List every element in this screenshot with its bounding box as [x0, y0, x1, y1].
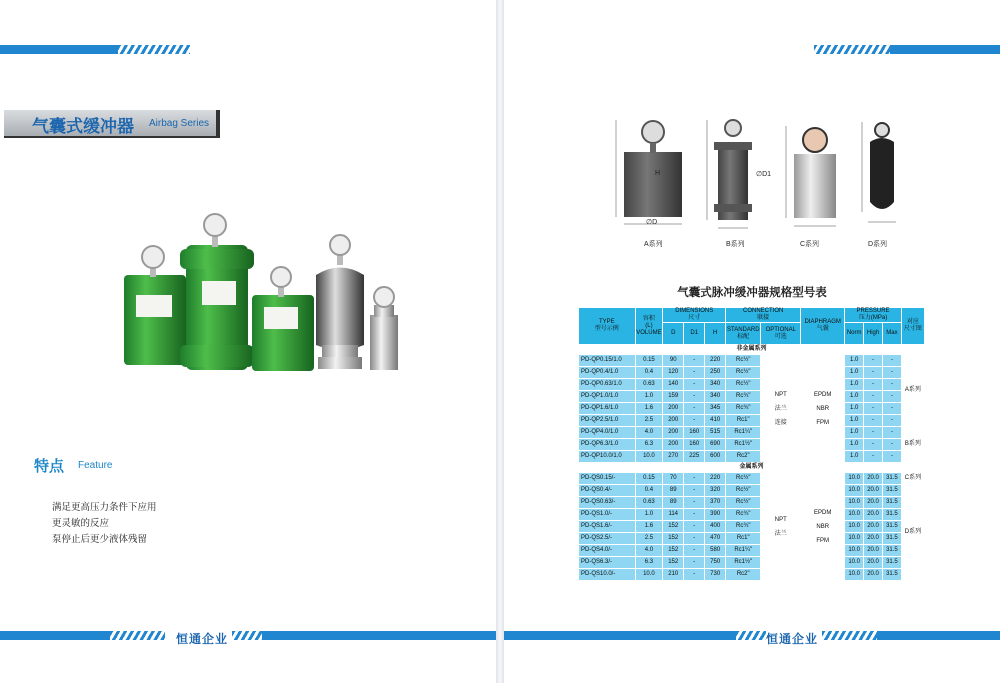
- right-page: [504, 0, 1000, 683]
- table-cell: 370: [705, 497, 726, 509]
- table-row: [579, 497, 925, 509]
- footer-left-bar-2: [262, 631, 496, 640]
- series-b-diagram: [707, 120, 752, 228]
- dim-label-d1: ∅D1: [756, 171, 772, 178]
- feature-heading-en: Feature: [78, 460, 113, 471]
- table-row: [579, 473, 925, 485]
- table-cell: 750: [705, 557, 726, 569]
- table-row: [579, 367, 925, 379]
- top-left-bar: [0, 45, 118, 54]
- table-cell: PD-QP0.15/1.0: [579, 355, 636, 367]
- table-cell: 1.0: [845, 427, 864, 439]
- table-cell: Rc1": [726, 415, 761, 427]
- table-row: [579, 557, 925, 569]
- table-cell: 152: [663, 545, 684, 557]
- table-cell: 200: [663, 427, 684, 439]
- table-cell: 10.0: [635, 451, 663, 463]
- table-cell: 114: [663, 509, 684, 521]
- table-cell: 1.0: [845, 415, 864, 427]
- series-match: C系列: [901, 473, 924, 485]
- table-cell: -: [684, 533, 705, 545]
- table-cell: 410: [705, 415, 726, 427]
- table-cell: Rc½": [726, 473, 761, 485]
- table-cell: 1.6: [635, 403, 663, 415]
- table-row: [579, 451, 925, 463]
- table-cell: 345: [705, 403, 726, 415]
- table-cell: PD-QP0.4/1.0: [579, 367, 636, 379]
- table-cell: 152: [663, 533, 684, 545]
- feature-list: [52, 500, 157, 548]
- table-cell: -: [864, 367, 883, 379]
- table-cell: 220: [705, 473, 726, 485]
- table-cell: 1.0: [845, 403, 864, 415]
- table-cell: 0.63: [635, 497, 663, 509]
- th-pressure: PRESSURE 压力(MPa): [845, 308, 902, 323]
- th-type: TYPE 型号示例: [579, 308, 636, 345]
- table-cell: 200: [663, 403, 684, 415]
- table-cell: Rc¾": [726, 509, 761, 521]
- table-cell: -: [684, 557, 705, 569]
- table-cell: Rc1¼": [726, 427, 761, 439]
- table-cell: 600: [705, 451, 726, 463]
- section-nonmetal: 非金属系列: [579, 345, 925, 355]
- table-cell: PD-QS0.15/-: [579, 473, 636, 485]
- series-match: A系列: [901, 355, 924, 427]
- table-row: [579, 545, 925, 557]
- page-title: 气囊式缓冲器: [32, 117, 134, 137]
- table-row: [579, 391, 925, 403]
- table-row: [579, 485, 925, 497]
- table-cell: 250: [705, 367, 726, 379]
- table-cell: Rc½": [726, 355, 761, 367]
- table-cell: 89: [663, 485, 684, 497]
- table-cell: 2.5: [635, 533, 663, 545]
- table-cell: -: [882, 367, 901, 379]
- footer-left-bar: [0, 631, 110, 640]
- th-d1: D1: [684, 323, 705, 345]
- table-cell: PD-QS10.0/-: [579, 569, 636, 581]
- footer-right-stripe: [736, 631, 766, 640]
- table-cell: 160: [684, 427, 705, 439]
- table-cell: 390: [705, 509, 726, 521]
- page-subtitle: Airbag Series: [149, 118, 210, 129]
- table-cell: PD-QP1.6/1.0: [579, 403, 636, 415]
- table-cell: -: [864, 415, 883, 427]
- table-cell: 31.5: [882, 569, 901, 581]
- optional-connection: [761, 355, 801, 463]
- table-cell: 340: [705, 391, 726, 403]
- feature-heading: 特点: [34, 457, 65, 475]
- th-max: Max: [882, 323, 901, 345]
- table-cell: PD-QP2.5/1.0: [579, 415, 636, 427]
- table-cell: Rc2": [726, 451, 761, 463]
- table-cell: 340: [705, 379, 726, 391]
- table-cell: 160: [684, 439, 705, 451]
- table-cell: 225: [684, 451, 705, 463]
- table-cell: PD-QP10.0/1.0: [579, 451, 636, 463]
- title-banner: [4, 110, 220, 138]
- table-cell: 70: [663, 473, 684, 485]
- optional-connection: [761, 473, 801, 581]
- series-caption-b: B系列: [726, 241, 745, 248]
- footer-right-stripe-2: [822, 631, 877, 640]
- table-cell: -: [684, 415, 705, 427]
- table-row: [579, 509, 925, 521]
- table-cell: 1.0: [845, 439, 864, 451]
- optional-item: NPT: [774, 516, 787, 523]
- table-cell: PD-QS1.0/-: [579, 509, 636, 521]
- table-cell: -: [864, 451, 883, 463]
- table-cell: 20.0: [864, 485, 883, 497]
- footer-left-stripe: [110, 631, 165, 640]
- table-cell: -: [684, 521, 705, 533]
- series-c-diagram: [786, 126, 836, 226]
- section-metal: 金属系列: [579, 463, 925, 473]
- series-caption-d: D系列: [868, 241, 888, 248]
- th-match: 对应 尺寸图: [901, 308, 924, 345]
- table-cell: 31.5: [882, 521, 901, 533]
- table-cell: 320: [705, 485, 726, 497]
- table-cell: 31.5: [882, 545, 901, 557]
- table-cell: PD-QS6.3/-: [579, 557, 636, 569]
- table-cell: Rc2": [726, 569, 761, 581]
- table-cell: 0.4: [635, 485, 663, 497]
- table-row: [579, 379, 925, 391]
- table-row: [579, 439, 925, 451]
- table-cell: 1.0: [845, 355, 864, 367]
- table-cell: -: [684, 485, 705, 497]
- table-cell: 31.5: [882, 509, 901, 521]
- feature-item: 更灵敏的反应: [52, 518, 110, 529]
- table-cell: -: [864, 379, 883, 391]
- table-cell: -: [864, 427, 883, 439]
- table-cell: 0.63: [635, 379, 663, 391]
- th-diaphragm: DIAPHRAGM 气囊: [801, 308, 845, 345]
- table-cell: 4.0: [635, 545, 663, 557]
- section-row: [579, 463, 925, 473]
- table-cell: 159: [663, 391, 684, 403]
- table-cell: -: [684, 391, 705, 403]
- table-row: [579, 415, 925, 427]
- diaphragm-materials: [801, 355, 845, 463]
- table-cell: 1.0: [845, 367, 864, 379]
- th-standard: STANDARD 标配: [726, 323, 761, 345]
- table-cell: -: [882, 427, 901, 439]
- left-page: [0, 0, 496, 683]
- table-cell: 10.0: [845, 557, 864, 569]
- series-diagrams: [604, 112, 904, 252]
- table-row: [579, 355, 925, 367]
- table-cell: 580: [705, 545, 726, 557]
- diaphragm-item: FPM: [816, 419, 830, 426]
- steel-bladder: [316, 235, 364, 369]
- table-cell: Rc1½": [726, 557, 761, 569]
- th-high: High: [864, 323, 883, 345]
- th-volume: 容积 (L) VOLUME: [635, 308, 663, 345]
- feature-item: 泵停止后更少液体残留: [52, 534, 148, 545]
- table-cell: Rc¾": [726, 521, 761, 533]
- table-cell: PD-QP6.3/1.0: [579, 439, 636, 451]
- series-caption-a: A系列: [644, 241, 663, 248]
- table-cell: Rc1¼": [726, 545, 761, 557]
- series-d-diagram: [862, 122, 896, 222]
- table-cell: 0.15: [635, 473, 663, 485]
- product-photo: [110, 205, 410, 380]
- series-a-diagram: [616, 120, 682, 224]
- table-cell: 200: [663, 439, 684, 451]
- table-cell: 152: [663, 521, 684, 533]
- table-cell: 20.0: [864, 509, 883, 521]
- table-cell: 20.0: [864, 473, 883, 485]
- table-cell: 10.0: [635, 569, 663, 581]
- footer-logo: 恒通企业: [176, 632, 229, 646]
- table-cell: 1.6: [635, 521, 663, 533]
- table-cell: 470: [705, 533, 726, 545]
- table-cell: 120: [663, 367, 684, 379]
- optional-item: 法兰: [774, 405, 787, 412]
- table-cell: 400: [705, 521, 726, 533]
- table-cell: -: [882, 415, 901, 427]
- diaphragm-item: NBR: [816, 523, 830, 530]
- table-cell: Rc¾": [726, 403, 761, 415]
- table-cell: 2.5: [635, 415, 663, 427]
- table-cell: 730: [705, 569, 726, 581]
- table-cell: -: [864, 403, 883, 415]
- table-cell: 31.5: [882, 557, 901, 569]
- table-cell: 10.0: [845, 509, 864, 521]
- table-cell: -: [684, 497, 705, 509]
- table-cell: Rc½": [726, 367, 761, 379]
- table-cell: 20.0: [864, 497, 883, 509]
- table-cell: -: [882, 391, 901, 403]
- table-row: [579, 569, 925, 581]
- table-cell: PD-QS0.4/-: [579, 485, 636, 497]
- table-cell: -: [684, 473, 705, 485]
- footer-left-stripe-2: [232, 631, 262, 640]
- table-cell: Rc1": [726, 533, 761, 545]
- th-dimensions: DIMENSIONS 尺寸: [663, 308, 726, 323]
- table-cell: -: [882, 403, 901, 415]
- table-cell: 10.0: [845, 521, 864, 533]
- th-connection: CONNECTION 联接: [726, 308, 801, 323]
- table-cell: 1.0: [635, 509, 663, 521]
- table-cell: 10.0: [845, 485, 864, 497]
- table-cell: 31.5: [882, 497, 901, 509]
- page-gutter: [496, 0, 504, 683]
- table-cell: 1.0: [845, 379, 864, 391]
- table-cell: 270: [663, 451, 684, 463]
- th-norm: Norm: [845, 323, 864, 345]
- table-cell: 10.0: [845, 473, 864, 485]
- diaphragm-item: EPDM: [814, 509, 832, 516]
- table-cell: Rc1½": [726, 439, 761, 451]
- table-cell: 1.0: [635, 391, 663, 403]
- footer-right-bar: [504, 631, 736, 640]
- diaphragm-item: FPM: [816, 537, 830, 544]
- optional-item: 连接: [774, 419, 787, 426]
- table-cell: PD-QS1.6/-: [579, 521, 636, 533]
- table-cell: 690: [705, 439, 726, 451]
- optional-item: NPT: [774, 391, 787, 398]
- small-steel-buffer: [370, 287, 398, 370]
- footer-logo-right: 恒通企业: [766, 632, 819, 646]
- table-cell: -: [684, 367, 705, 379]
- top-right-stripe: [814, 45, 890, 54]
- table-cell: 0.15: [635, 355, 663, 367]
- table-cell: 1.0: [845, 391, 864, 403]
- top-right-bar: [890, 45, 1000, 54]
- series-match: B系列: [901, 427, 924, 463]
- table-cell: 210: [663, 569, 684, 581]
- th-d: D: [663, 323, 684, 345]
- dim-label-h: H: [655, 170, 661, 177]
- table-cell: -: [684, 545, 705, 557]
- table-cell: 31.5: [882, 473, 901, 485]
- green-buffer-1: [124, 246, 186, 365]
- table-cell: PD-QP0.63/1.0: [579, 379, 636, 391]
- table-cell: 20.0: [864, 557, 883, 569]
- optional-item: 法兰: [774, 530, 787, 537]
- table-cell: PD-QS4.0/-: [579, 545, 636, 557]
- table-cell: 89: [663, 497, 684, 509]
- table-row: [579, 427, 925, 439]
- table-cell: 31.5: [882, 533, 901, 545]
- table-cell: 20.0: [864, 545, 883, 557]
- table-cell: 31.5: [882, 485, 901, 497]
- table-cell: PD-QP4.0/1.0: [579, 427, 636, 439]
- diaphragm-materials: [801, 473, 845, 581]
- table-cell: 90: [663, 355, 684, 367]
- table-title: 气囊式脉冲缓冲器规格型号表: [677, 285, 827, 299]
- table-cell: 200: [663, 415, 684, 427]
- table-cell: -: [882, 439, 901, 451]
- spec-table: [578, 307, 925, 581]
- table-cell: 20.0: [864, 533, 883, 545]
- table-cell: -: [864, 391, 883, 403]
- table-cell: 20.0: [864, 521, 883, 533]
- diaphragm-item: NBR: [816, 405, 830, 412]
- table-cell: PD-QS0.63/-: [579, 497, 636, 509]
- table-cell: -: [684, 379, 705, 391]
- table-cell: Rc½": [726, 379, 761, 391]
- diaphragm-item: EPDM: [814, 391, 832, 398]
- table-cell: -: [684, 403, 705, 415]
- table-cell: 152: [663, 557, 684, 569]
- table-cell: PD-QS2.5/-: [579, 533, 636, 545]
- table-cell: 10.0: [845, 569, 864, 581]
- table-cell: -: [864, 439, 883, 451]
- dim-label-d: ∅D: [646, 219, 658, 226]
- table-cell: 20.0: [864, 569, 883, 581]
- table-cell: -: [882, 451, 901, 463]
- table-row: [579, 533, 925, 545]
- table-cell: 4.0: [635, 427, 663, 439]
- table-cell: -: [864, 355, 883, 367]
- table-row: [579, 403, 925, 415]
- green-buffer-3: [252, 267, 314, 371]
- table-cell: 10.0: [845, 533, 864, 545]
- table-cell: -: [882, 355, 901, 367]
- table-cell: -: [684, 355, 705, 367]
- table-cell: 1.0: [845, 451, 864, 463]
- green-buffer-2: [180, 214, 254, 370]
- table-cell: -: [684, 569, 705, 581]
- table-cell: -: [684, 509, 705, 521]
- table-cell: Rc½": [726, 485, 761, 497]
- th-optional: OPTIONAL 可选: [761, 323, 801, 345]
- table-cell: 140: [663, 379, 684, 391]
- table-cell: 220: [705, 355, 726, 367]
- table-cell: 0.4: [635, 367, 663, 379]
- table-cell: 515: [705, 427, 726, 439]
- feature-item: 满足更高压力条件下应用: [52, 502, 157, 513]
- table-cell: -: [882, 379, 901, 391]
- th-h: H: [705, 323, 726, 345]
- table-cell: Rc½": [726, 497, 761, 509]
- series-caption-c: C系列: [800, 241, 820, 248]
- table-cell: 10.0: [845, 545, 864, 557]
- table-row: [579, 521, 925, 533]
- footer-right-bar-2: [877, 631, 1000, 640]
- table-cell: 6.3: [635, 439, 663, 451]
- table-cell: 6.3: [635, 557, 663, 569]
- series-match: D系列: [901, 485, 924, 581]
- table-cell: PD-QP1.0/1.0: [579, 391, 636, 403]
- table-cell: 10.0: [845, 497, 864, 509]
- table-cell: Rc¾": [726, 391, 761, 403]
